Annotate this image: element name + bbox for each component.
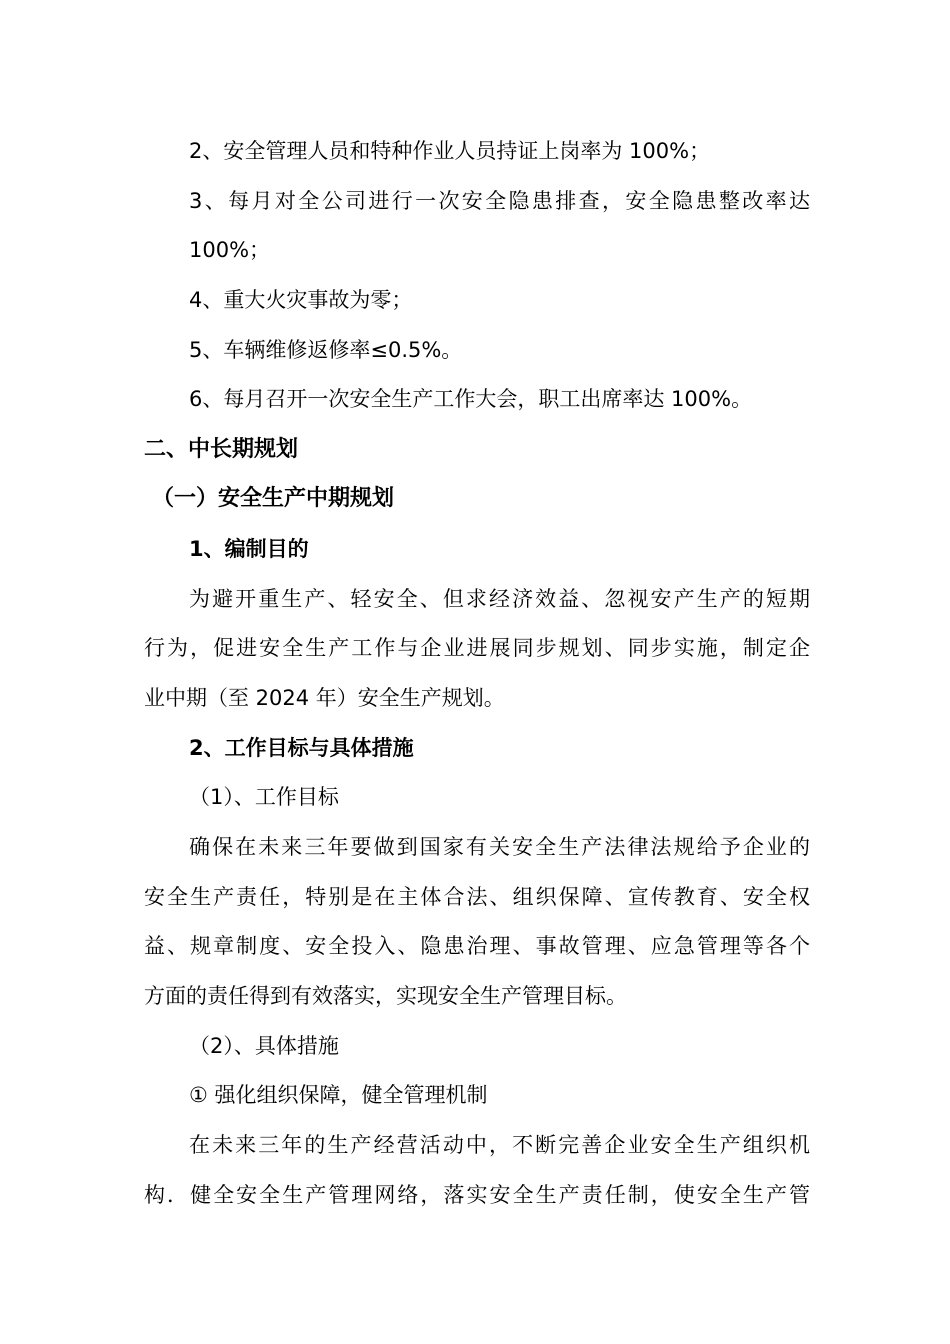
heading-goals-measures: 2、工作目标与具体措施	[189, 736, 414, 760]
paragraph-line: 在未来三年的生产经营活动中，不断完善企业安全生产组织机	[189, 1133, 810, 1157]
goal-item-3-continued: 100%；	[189, 238, 271, 262]
paragraph-line: 益、规章制度、安全投入、隐患治理、事故管理、应急管理等各个	[144, 934, 810, 958]
paragraph-line: 确保在未来三年要做到国家有关安全生产法律法规给予企业的	[189, 835, 810, 859]
subheading-work-goals: （1）、工作目标	[189, 785, 339, 809]
goal-item-2: 2、安全管理人员和特种作业人员持证上岗率为 100%；	[189, 139, 711, 163]
heading-purpose: 1、编制目的	[189, 537, 309, 561]
paragraph-line: 构．健全安全生产管理网络，落实安全生产责任制，使安全生产管	[144, 1183, 810, 1207]
paragraph-line: 方面的责任得到有效落实，实现安全生产管理目标。	[144, 984, 627, 1008]
subheading-measures: （2）、具体措施	[189, 1034, 339, 1058]
goal-item-4: 4、重大火灾事故为零；	[189, 288, 413, 312]
paragraph-line: 业中期（至 2024 年）安全生产规划。	[144, 686, 505, 710]
section-heading: 二、中长期规划	[144, 437, 299, 462]
goal-item-6: 6、每月召开一次安全生产工作大会，职工出席率达 100%。	[189, 387, 753, 411]
paragraph-line: 安全生产责任，特别是在主体合法、组织保障、宣传教育、安全权	[144, 885, 810, 909]
paragraph-line: 行为，促进安全生产工作与企业进展同步规划、同步实施，制定企	[144, 636, 810, 660]
goal-item-3: 3、每月对全公司进行一次安全隐患排查，安全隐患整改率达	[189, 189, 810, 213]
goal-item-5: 5、车辆维修返修率≤0.5%。	[189, 338, 463, 362]
measure-item-1: ① 强化组织保障，健全管理机制	[189, 1083, 488, 1107]
subsection-heading: （一）安全生产中期规划	[152, 486, 395, 511]
paragraph-line: 为避开重生产、轻安全、但求经济效益、忽视安产生产的短期	[189, 587, 810, 611]
